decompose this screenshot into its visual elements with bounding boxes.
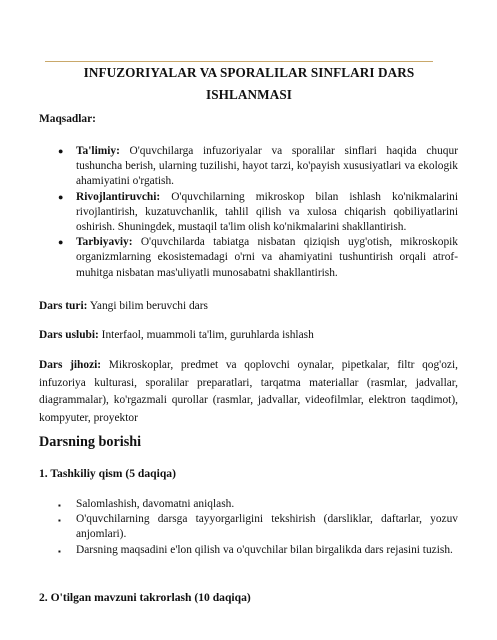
section-1-item-text: O'quvchilarning darsga tayyorgarligini tekshirish (darsliklar, daftarlar, yozuv anjomlari).: [76, 513, 458, 541]
lesson-equipment-text: Mikroskoplar, predmet va qoplovchi oynalar, pipetkalar, filtr qog'ozi, infuzoriya kulturasi, sporalilar preparatlari, tarqatma materiallar (rasmlar, jadvallar, diagrammalar), ko'rgazmali qurollar (rasmlar, jadvallar, videofilmlar, elektron taqdimot), kompyuter, proyektor: [39, 359, 458, 424]
goal-label: Rivojlantiruvchi:: [76, 190, 161, 203]
section-1-heading: 1. Tashkiliy qism (5 daqiqa): [39, 467, 176, 480]
goal-item-upbringing: [0, 235, 497, 281]
goals-heading: Maqsadlar:: [39, 113, 96, 125]
goals-list: [0, 144, 497, 281]
bullet-square-icon: ▪: [58, 546, 61, 556]
lesson-progress-heading: Darsning borishi: [39, 434, 142, 450]
section-1-list: [0, 497, 497, 558]
goal-text: O'quvchilarda tabiatga nisbatan qiziqish uyg'otish, mikroskopik organizmlarning ekosistemadagi o'rni va ahamiyatini tushuntirish orqali atrof-muhitga nisbatan mas'uliyatli munosabatni shakllantirish.: [76, 236, 458, 279]
lesson-type-label: Dars turi:: [39, 300, 88, 312]
lesson-method: [39, 327, 458, 345]
lesson-method-label: Dars uslubi:: [39, 329, 99, 341]
lesson-equipment: [39, 357, 458, 427]
document-title: INFUZORIYALAR VA SPORALILAR SINFLARI DARS ISHLANMASI: [83, 65, 415, 102]
goal-text: O'quvchilarning mikroskop bilan ishlash ko'nikmalarini rivojlantirish, kuzatuvchanlik, tahlil qilish va xulosa chiqarish qobiliyatlarini oshirish. Shuningdek, mustaqil ta'lim olish ko'nikmalarini shakllantirish.: [76, 190, 458, 234]
lesson-type: [39, 298, 458, 316]
bullet-square-icon: ▪: [58, 516, 61, 526]
lesson-method-text: Interfaol, muammoli ta'lim, guruhlarda ishlash: [98, 329, 314, 341]
bullet-dot-icon: ●: [58, 237, 64, 248]
goal-label: Tarbiyaviy:: [76, 236, 133, 249]
section-1-item-text: Darsning maqsadini e'lon qilish va o'quvchilar bilan birgalikda dars rejasini tuzish.: [76, 543, 453, 556]
goal-item-developmental: [0, 190, 497, 236]
lesson-equipment-label: Dars jihozi:: [39, 359, 102, 371]
goal-item-educational: [0, 144, 497, 190]
section-1-item: [0, 497, 497, 512]
section-1-item: [0, 512, 497, 542]
bullet-dot-icon: ●: [58, 191, 64, 202]
bullet-dot-icon: ●: [58, 146, 64, 156]
section-1-item-text: Salomlashish, davomatni aniqlash.: [76, 498, 235, 510]
section-2-heading: 2. O'tilgan mavzuni takrorlash (10 daqiqa): [39, 591, 251, 604]
goal-text: O'quvchilarga infuzoriyalar va sporalilar sinflari haqida chuqur tushuncha berish, ularning tuzilishi, hayot tarzi, ko'payish xususiyatlari va ekologik ahamiyatini o'rgatish.: [76, 145, 458, 188]
goal-label: Ta'limiy:: [76, 145, 120, 157]
bullet-square-icon: ▪: [58, 501, 61, 510]
lesson-type-text: Yangi bilim beruvchi dars: [87, 300, 208, 312]
section-1-item: [0, 543, 497, 558]
